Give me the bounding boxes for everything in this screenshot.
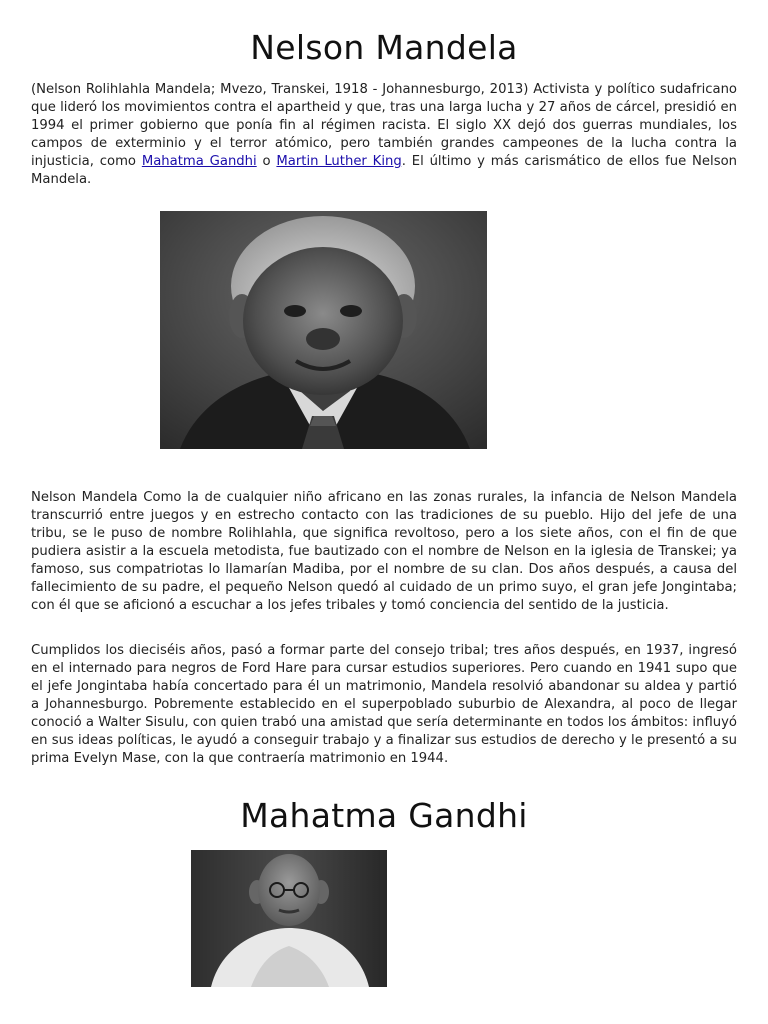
intro-text-part1: (Nelson Rolihlahla Mandela; Mvezo, Transkei, 1918 - Johannesburgo, 2013) Activista y político sudafricano que lideró los movimientos contra el apartheid y que, tras una larga lucha y 27 años de cárcel, presidió en 1994 el primer gobierno que ponía fin al régimen racista. El siglo XX dejó dos guerras mundiales, los campos de exterminio y el terror atómico, pero también grandes campeones de la lucha contra la injusticia, como [31, 82, 737, 169]
title-mahatma-gandhi: Mahatma Gandhi [240, 796, 528, 835]
childhood-paragraph: Nelson Mandela Como la de cualquier niño africano en las zonas rurales, la infancia de Nelson Mandela transcurrió entre juegos y en estrecho contacto con las tradiciones de su pueblo. Hijo del jefe de una tribu, se le puso de nombre Rolihlahla, que significa revoltoso, pero a los siete años, con el fin de que pudiera asistir a la escuela metodista, fue bautizado con el nombre de Nelson en la iglesia de Transkei; ya famoso, sus compatriotas lo llamarían Madiba, por el nombre de su clan. Dos años después, a causa del fallecimiento de su padre, el pequeño Nelson quedó al cuidado de un primo suyo, el gran jefe Jongintaba; con él que se aficionó a escuchar a los jefes tribales y tomó conciencia del sentido de la justicia. [31, 490, 737, 613]
youth-paragraph: Cumplidos los dieciséis años, pasó a formar parte del consejo tribal; tres años después, en 1937, ingresó en el internado para negros de Ford Hare para cursar estudios superiores. Pero cuando en 1941 supo que el jefe Jongintaba había concertado para él un matrimonio, Mandela resolvió abandonar su aldea y partió a Johannesburgo. Pobremente establecido en el superpoblado suburbio de Alexandra, al poco de llegar conoció a Walter Sisulu, con quien trabó una amistad que sería determinante en todos los ámbitos: influyó en sus ideas políticas, le ayudó a conseguir trabajo y a finalizar sus estudios de derecho y le presentó a su prima Evelyn Mase, con la que contraería matrimonio en 1944. [31, 643, 737, 766]
link-martin-luther-king[interactable]: Martin Luther King [276, 154, 402, 169]
intro-text-part2: o [256, 154, 277, 169]
link-mahatma-gandhi[interactable]: Mahatma Gandhi [141, 154, 257, 169]
mandela-portrait-image [160, 211, 487, 449]
intro-paragraph [31, 81, 737, 189]
title-nelson-mandela: Nelson Mandela [250, 28, 518, 67]
gandhi-portrait-image [191, 850, 387, 987]
intro-text-part3: . El último y más carismático de ellos fue Nelson Mandela. [31, 154, 737, 187]
